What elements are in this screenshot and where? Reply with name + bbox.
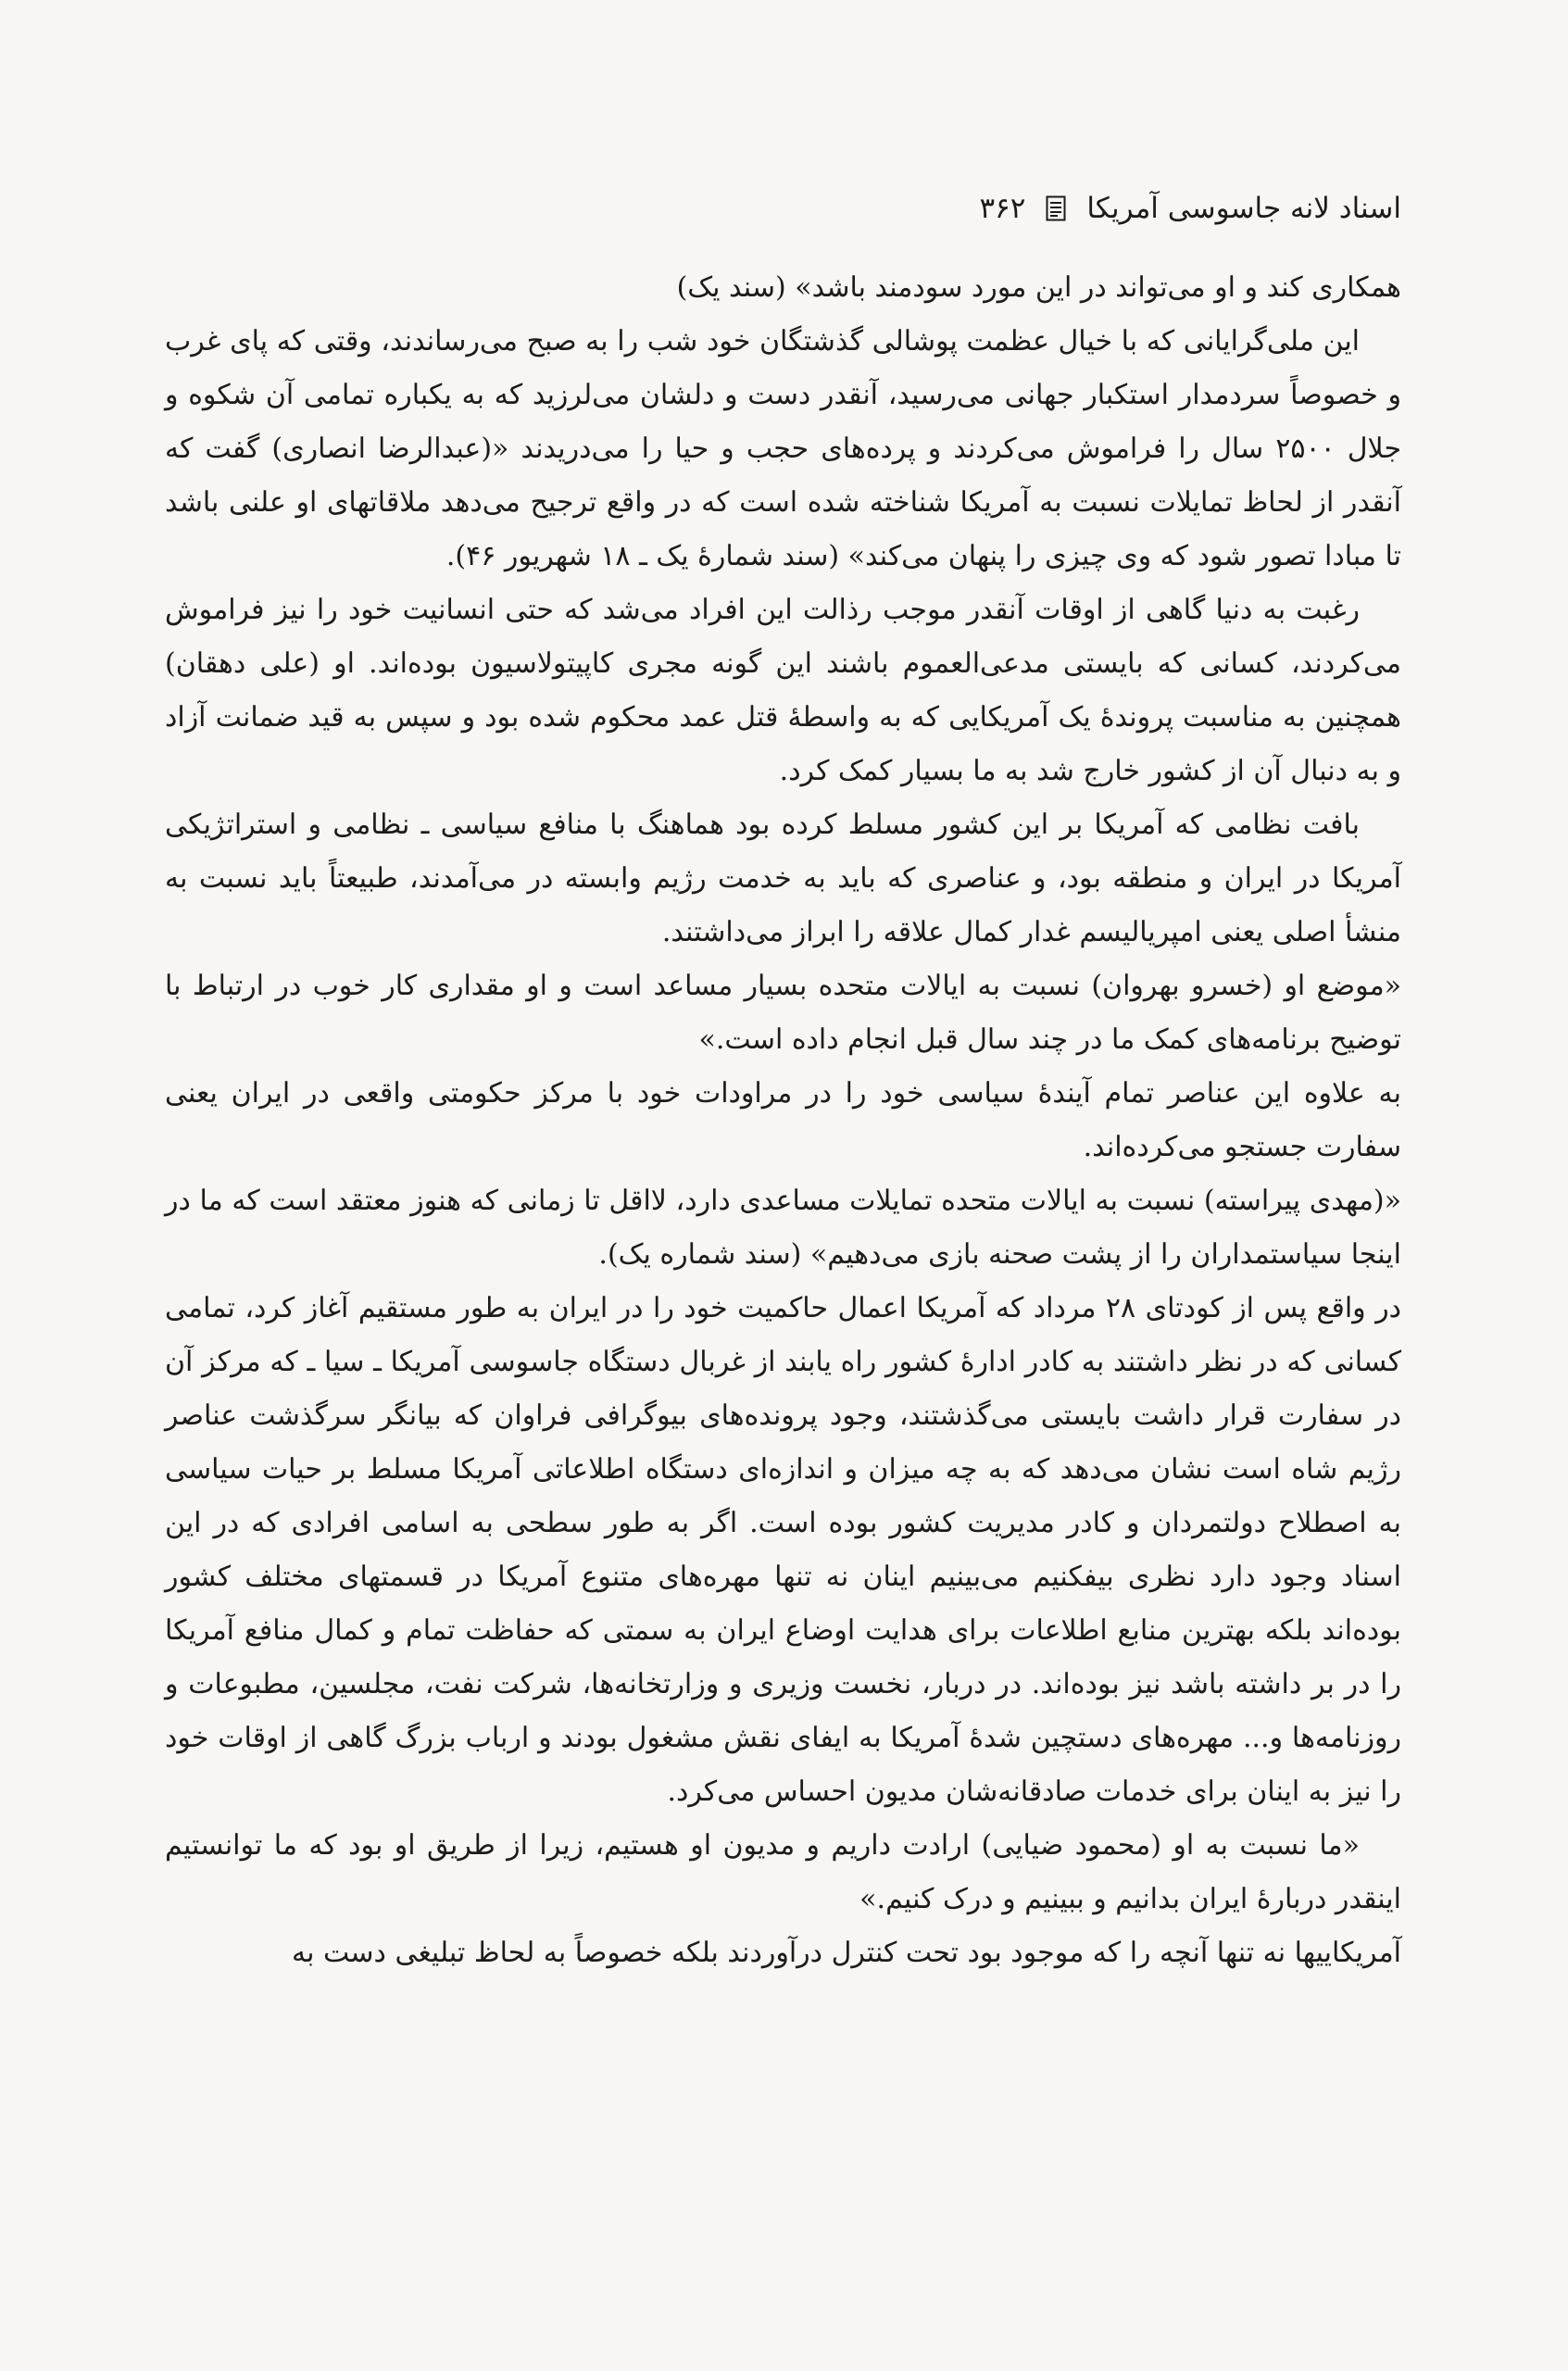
paragraph: همکاری کند و او می‌تواند در این مورد سودمند باشد» (سند یک) xyxy=(676,271,1401,304)
running-header xyxy=(167,185,1401,232)
paragraph: «(مهدی پیراسته) نسبت به ایالات متحده تمایلات مساعدی دارد، لااقل تا زمانی که هنوز معتقد است که ما در اینجا سیاستمداران را از پشت صحنه بازی می‌دهیم» (سند شماره یک). xyxy=(165,1185,1401,1271)
document-icon xyxy=(1046,195,1066,221)
paragraph: به علاوه این عناصر تمام آیندهٔ سیاسی خود را در مراودات خود با مرکز حکومتی واقعی در ایران یعنی سفارت جستجو می‌کرده‌اند. xyxy=(165,1077,1401,1163)
paragraph: آمریکاییها نه تنها آنچه را که موجود بود تحت کنترل درآوردند بلکه خصوصاً به لحاظ تبلیغی دست به xyxy=(291,1937,1401,1969)
paragraph: رغبت به دنیا گاهی از اوقات آنقدر موجب رذالت این افراد می‌شد که حتی انسانیت خود را نیز فراموش می‌کردند، کسانی که بایستی مدعی‌العموم باشند این گونه مجری کاپیتولاسیون بوده‌اند. او (علی دهقان) همچنین به مناسبت پروندهٔ یک آمریکایی که به واسطهٔ قتل عمد محکوم شده بود و سپس به قید ضمانت آزاد و به دنبال آن از کشور خارج شد به ما بسیار کمک کرد. xyxy=(165,594,1401,787)
page-number: ۳۶۲ xyxy=(979,192,1026,225)
book-title: اسناد لانه جاسوسی آمریکا xyxy=(1086,192,1401,225)
paragraph: «ما نسبت به او (محمود ضیایی) ارادت داریم و مدیون او هستیم، زیرا از طریق او بود که ما توانستیم اینقدر دربارهٔ ایران بدانیم و ببینیم و درک کنیم.» xyxy=(165,1829,1401,1915)
paragraph: «موضع او (خسرو بهروان) نسبت به ایالات متحده بسیار مساعد است و او مقداری کار خوب در ارتباط با توضیح برنامه‌های کمک ما در چند سال قبل انجام داده است.» xyxy=(165,970,1401,1056)
paragraph: در واقع پس از کودتای ۲۸ مرداد که آمریکا اعمال حاکمیت خود را در ایران به طور مستقیم آغاز کرد، تمامی کسانی که در نظر داشتند به کادر ادارهٔ کشور راه یابند از غربال دستگاه جاسوسی آمریکا ـ سیا ـ که مرکز آن در سفارت قرار داشت بایستی می‌گذشتند، وجود پرونده‌های بیوگرافی فراوان که بیانگر سرگذشت عناصر رژیم شاه است نشان می‌دهد که به چه میزان و اندازه‌ای دستگاه اطلاعاتی آمریکا مسلط بر حیات سیاسی به اصطلاح دولتمردان و کادر مدیریت کشور بوده است. اگر به طور سطحی به اسامی افرادی که در این اسناد وجود دارد نظری بیفکنیم می‌بینیم اینان نه تنها مهره‌های متنوع آمریکا در قسمتهای مختلف کشور بوده‌اند بلکه بهترین منابع اطلاعات برای هدایت اوضاع ایران به سمتی که حفاظت تمام و کمال منافع آمریکا را در بر داشته باشد نیز بوده‌اند. در دربار، نخست وزیری و وزارتخانه‌ها، شرکت نفت، مجلسین، مطبوعات و روزنامه‌ها و... مهره‌های دستچین شدهٔ آمریکا به ایفای نقش مشغول بودند و ارباب بزرگ گاهی از اوقات خود را نیز به اینان برای خدمات صادقانه‌شان مدیون احساس می‌کرد. xyxy=(165,1292,1401,1808)
paragraph: بافت نظامی که آمریکا بر این کشور مسلط کرده بود هماهنگ با منافع سیاسی ـ نظامی و استراتژیکی آمریکا در ایران و منطقه بود، و عناصری که باید به خدمت رژیم وابسته در می‌آمدند، طبیعتاً باید نسبت به منشأ اصلی یعنی امپریالیسم غدار کمال علاقه را ابراز می‌داشتند. xyxy=(165,809,1401,948)
paragraph: این ملی‌گرایانی که با خیال عظمت پوشالی گذشتگان خود شب را به صبح می‌رساندند، وقتی که پای غرب و خصوصاً سردمدار استکبار جهانی می‌رسید، آنقدر دست و دلشان می‌لرزید که به یکباره تمامی آن شکوه و جلال ۲۵۰۰ سال را فراموش می‌کردند و پرده‌های حجب و حیا را می‌دریدند «(عبدالرضا انصاری) گفت که آنقدر از لحاظ تمایلات نسبت به آمریکا شناخته شده است که در واقع ترجیح می‌دهد ملاقاتهای او علنی باشد تا مبادا تصور شود که وی چیزی را پنهان می‌کند» (سند شمارهٔ یک ـ ۱۸ شهریور ۴۶). xyxy=(165,325,1402,572)
body-text xyxy=(165,261,1401,1980)
